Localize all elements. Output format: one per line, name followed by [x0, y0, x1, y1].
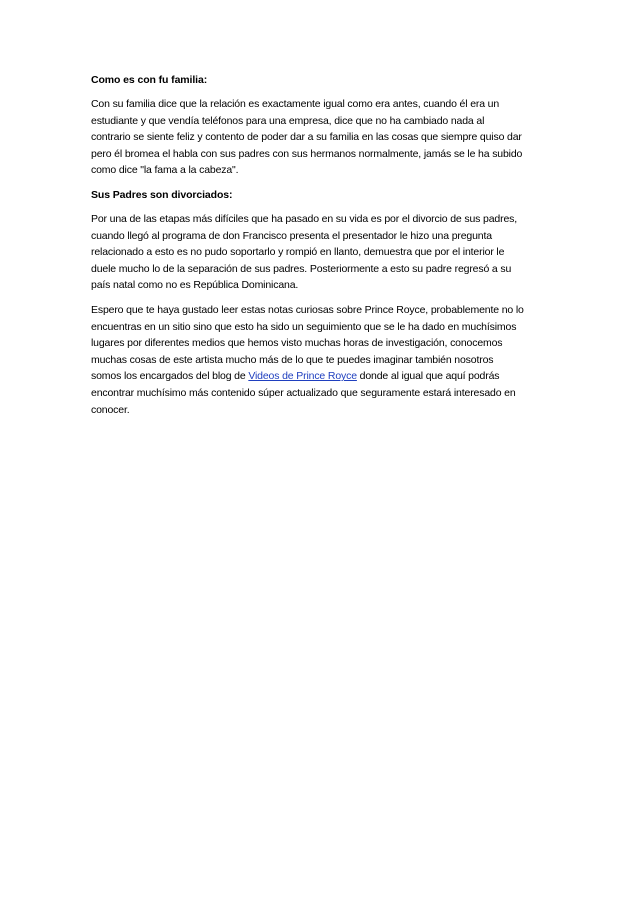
- text-line: como dice "la fama a la cabeza".: [91, 164, 239, 177]
- videos-prince-royce-link[interactable]: Videos de Prince Royce: [248, 370, 357, 383]
- text-line: conocer.: [91, 403, 130, 416]
- text-line: pero él bromea el habla con sus padres con sus hermanos normalmente, jamás se le ha subido: [91, 147, 523, 160]
- text-line: Por una de las etapas más difíciles que ha pasado en su vida es por el divorcio de sus padres,: [91, 212, 517, 225]
- text-segment: donde al igual que aquí podrás: [356, 370, 500, 383]
- text-line: país natal como no es República Dominicana.: [91, 279, 299, 292]
- text-line: duele mucho lo de la separación de sus padres. Posteriormente a esto su padre regresó a su: [91, 262, 512, 275]
- text-line-with-link: [91, 368, 551, 385]
- text-line: muchas cosas de este artista mucho más de lo que te puedes imaginar también nosotros: [91, 353, 494, 366]
- text-line: estudiante y que vendía teléfonos para una empresa, dice que no ha cambiado nada al: [91, 114, 485, 127]
- text-line: contrario se siente feliz y contento de poder dar a su familia en las cosas que siempre quiso dar: [91, 131, 522, 144]
- text-segment: somos los encargados del blog de: [91, 370, 249, 383]
- text-line: Con su familia dice que la relación es exactamente igual como era antes, cuando él era un: [91, 98, 500, 110]
- text-line: encontrar muchísimo más contenido súper actualizado que seguramente estará interesado en: [91, 386, 516, 399]
- text-line: lugares por diferentes medios que hemos visto muchas horas de investigación, conocemos: [91, 337, 503, 350]
- section-heading-parents: Sus Padres son divorciados:: [91, 188, 233, 201]
- document-body: [91, 72, 551, 426]
- text-line: cuando llegó al programa de don Francisco presenta el presentador le hizo una pregunta: [91, 229, 492, 242]
- text-line: relacionado a esto es no pudo soportarlo y rompió en llanto, demuestra que por el interior le: [91, 246, 505, 259]
- section-heading-family: Como es con fu familia:: [91, 74, 208, 86]
- text-line: encuentras en un sitio sino que esto ha sido un seguimiento que se le ha dado en muchísimos: [91, 320, 517, 333]
- text-line: Espero que te haya gustado leer estas notas curiosas sobre Prince Royce, probablemente no lo: [91, 303, 524, 316]
- paragraph-closing: [91, 302, 551, 418]
- paragraph-family: [91, 96, 551, 179]
- paragraph-parents: [91, 211, 551, 294]
